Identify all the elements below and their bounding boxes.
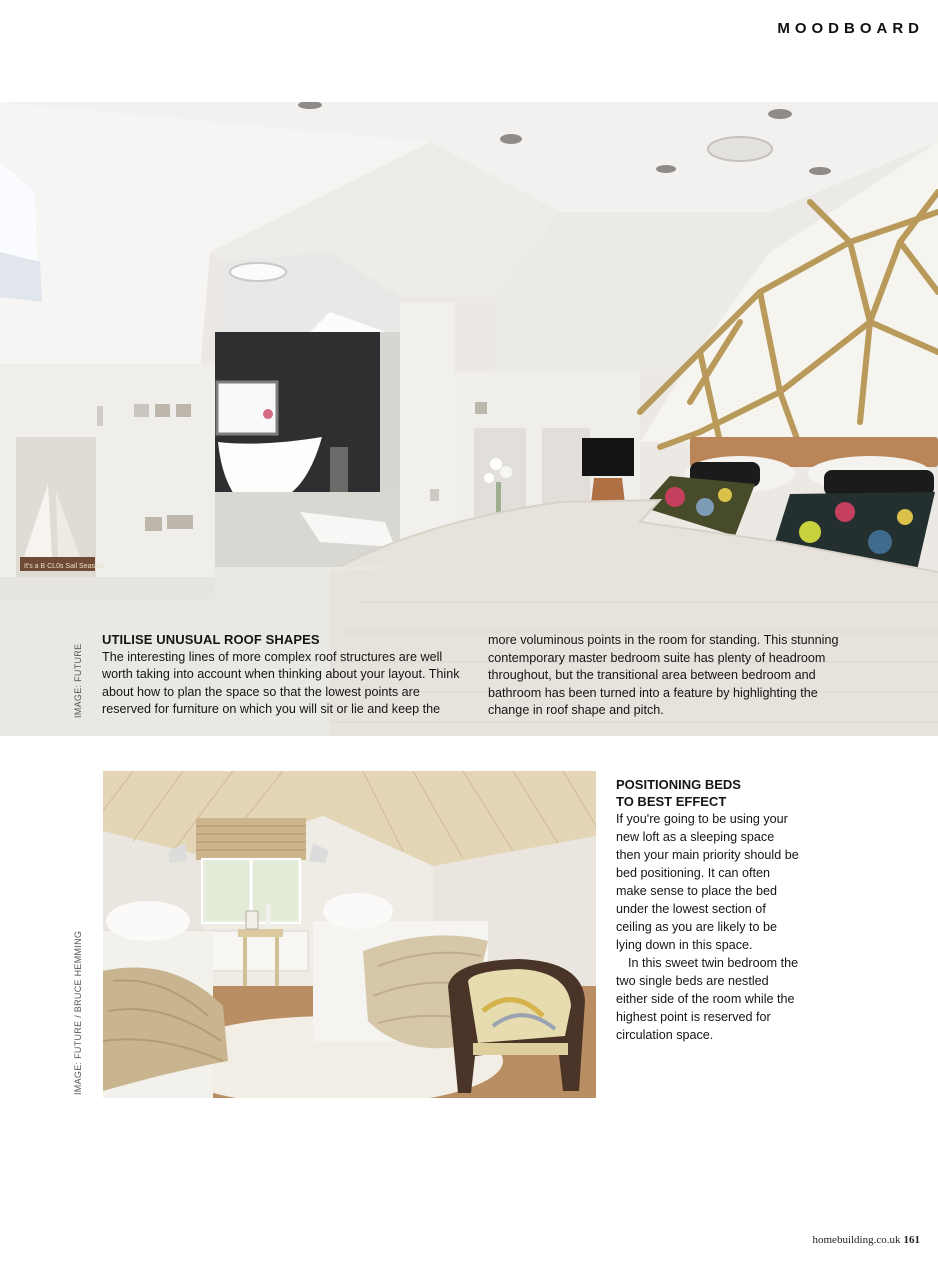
hero-body-left: The interesting lines of more complex roof structures are well worth taking into account when thinking about your layout. Think about how to plan the space so that the lowest points are reserved for furniture on which you will sit or lie and keep the	[102, 649, 460, 717]
boat-sign-text: It's a B CL0s Sail Seaside	[24, 563, 105, 570]
hero-photo-credit: IMAGE: FUTURE	[73, 643, 83, 718]
heading-line-1: POSITIONING BEDS	[616, 777, 741, 792]
twin-bedroom-photo-credit: IMAGE: FUTURE / BRUCE HEMMING	[73, 930, 83, 1095]
positioning-beds-heading	[616, 776, 802, 810]
footer-site: homebuilding.co.uk	[812, 1234, 901, 1246]
page-number: 161	[903, 1234, 920, 1246]
hero-body-right: more voluminous points in the room for standing. This stunning contemporary master bedroom suite has plenty of headroom throughout, but the transitional area between bedroom and bathroom has been turned into a feature by highlighting the change in roof shape and pitch.	[488, 633, 839, 718]
heading-line-2: TO BEST EFFECT	[616, 794, 727, 809]
page-footer	[813, 1234, 921, 1246]
positioning-beds-para-2: In this sweet twin bedroom the two single beds are nestled either side of the room while the highest point is reserved for circulation space.	[616, 956, 799, 1042]
twin-bedroom-illustration	[103, 771, 596, 1098]
hero-caption-left	[102, 631, 462, 719]
positioning-beds-para-1: If you're going to be using your new loft as a sleeping space then your main priority should be bed positioning. It can often make sense to place the bed under the lowest section of ceiling as you are likely to be lying down in this space.	[616, 812, 799, 952]
section-label: MOODBOARD	[777, 20, 924, 37]
positioning-beds-article	[616, 776, 802, 1044]
twin-bedroom-photo	[103, 771, 596, 1098]
hero-caption-right	[488, 632, 848, 720]
hero-heading: UTILISE UNUSUAL ROOF SHAPES	[102, 632, 320, 647]
